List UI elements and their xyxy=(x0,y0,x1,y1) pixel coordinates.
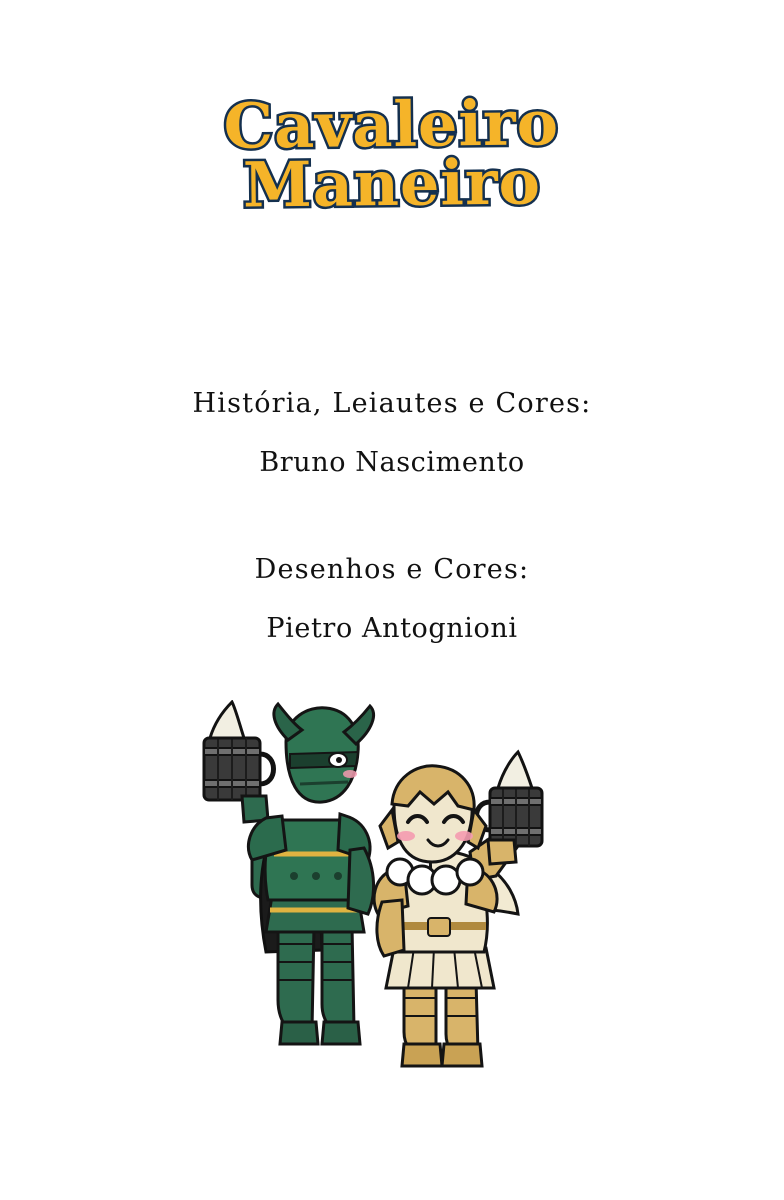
golden-knight-figure xyxy=(374,752,542,1066)
credit-group-story xyxy=(0,388,784,478)
title-logo-wrap xyxy=(223,86,560,222)
golden-knight-boot-right xyxy=(442,1044,482,1066)
credits-block xyxy=(0,388,784,644)
golden-knight-helmet xyxy=(380,766,486,862)
credit-group-art xyxy=(0,554,784,644)
title-line-2: Maneiro xyxy=(242,145,542,222)
comic-title-logo xyxy=(0,86,784,222)
green-knight-boot-right xyxy=(322,1022,360,1044)
two-knights-illustration xyxy=(182,700,602,1100)
golden-knight-belt-buckle xyxy=(428,918,450,936)
credit-name-art: Pietro Antognioni xyxy=(266,613,518,644)
green-knight-figure xyxy=(204,702,374,1044)
credit-role-story: História, Leiautes e Cores: xyxy=(192,388,592,419)
green-knight-arm-lower xyxy=(348,848,374,914)
golden-knight-boot-left xyxy=(402,1044,442,1066)
title-line-1: Cavaleiro xyxy=(223,86,560,163)
golden-knight-arm-lower xyxy=(377,900,404,956)
golden-knight-hand xyxy=(488,840,516,864)
green-knight-boot-left xyxy=(280,1022,318,1044)
credit-role-art: Desenhos e Cores: xyxy=(254,554,530,585)
green-knight-helmet xyxy=(274,704,374,802)
wooden-mug-right xyxy=(477,752,543,846)
wooden-mug-left xyxy=(204,702,274,800)
credit-name-story: Bruno Nascimento xyxy=(259,447,525,478)
